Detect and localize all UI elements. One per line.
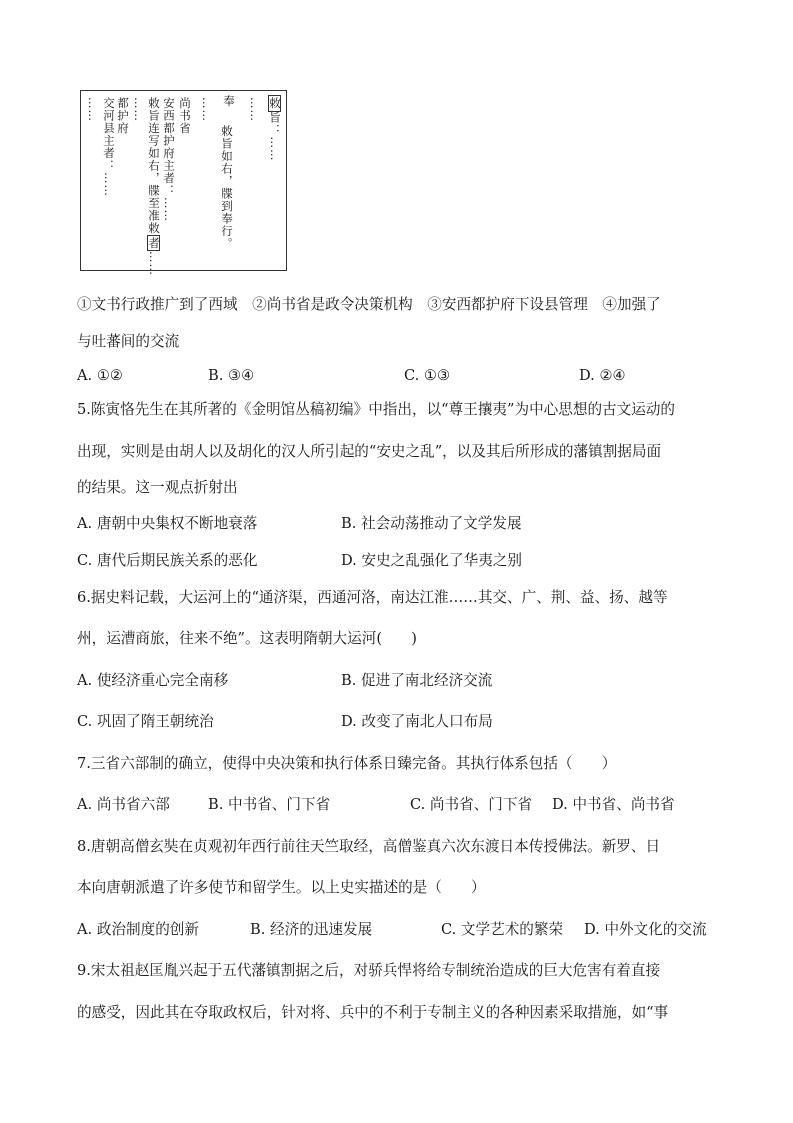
q6-option-a: A. 使经济重心完全南移: [77, 672, 229, 689]
edict-boxed-char: 者: [147, 236, 161, 249]
edict-column-3a: 奉: [222, 95, 236, 108]
edict-text: 旨：……: [268, 111, 282, 162]
q8-option-d: D. 中外文化的交流: [584, 921, 707, 938]
edict-column-7: ……: [132, 97, 146, 122]
q9-stem-line-1: 9.宋太祖赵匡胤兴起于五代藩镇割据之后，对骄兵悍将给专制统治造成的巨大危害有着直接: [77, 962, 661, 979]
q7-option-a: A. 尚书省六部: [77, 796, 170, 813]
q5-option-b: B. 社会动荡推动了文学发展: [341, 515, 522, 532]
edict-text: 敕旨连写如右，牒至准敕: [147, 97, 161, 235]
edict-column-5b: 安西都护府主者：……: [162, 97, 176, 222]
q6-option-d: D. 改变了南北人口布局: [341, 713, 493, 730]
edict-column-2: ……: [248, 97, 262, 122]
q4-statements-line-1: ①文书行政推广到了西域 ②尚书省是政令决策机构 ③安西都护府下设县管理 ④加强了: [77, 296, 661, 313]
q5-stem-line-3: 的结果。这一观点折射出: [77, 479, 238, 496]
edict-column-3b: 敕旨如右，牒到奉行。: [220, 125, 234, 250]
q4-option-c: C. ①③: [404, 367, 451, 384]
q9-stem-line-2: 的感受，因此其在夺取政权后，针对将、兵中的不利于专制主义的各种因素采取措施，如“事: [77, 1004, 669, 1021]
q7-option-d: D. 中书省、尚书省: [552, 796, 675, 813]
q6-stem-line-1: 6.据史料记载，大运河上的“通济渠，西通河洛，南达江淮……其交、广、荆、益、扬、越等: [77, 589, 668, 606]
q8-option-c: C. 文学艺术的繁荣: [441, 921, 564, 938]
q4-option-a: A. ①②: [77, 367, 123, 384]
q5-stem-line-2: 出现，实则是由胡人以及胡化的汉人所引起的“安史之乱”，以及其后所形成的藩镇割据局面: [77, 443, 662, 460]
q8-stem-line-1: 8.唐朝高僧玄奘在贞观初年西行前往天竺取经，高僧鉴真六次东渡日本传授佛法。新罗、日: [77, 838, 661, 855]
q5-option-d: D. 安史之乱强化了华夷之别: [341, 552, 522, 569]
edict-document-box: [80, 90, 287, 276]
edict-column-5a: 尚书省: [178, 97, 192, 135]
edict-boxed-char: 敕: [268, 97, 282, 110]
q7-stem-line-1: 7.三省六部制的确立，使得中央决策和执行体系日臻完备。其执行体系包括（ ）: [77, 755, 617, 772]
q6-option-c: C. 巩固了隋王朝统治: [77, 713, 214, 730]
q8-option-a: A. 政治制度的创新: [77, 921, 199, 938]
q4-statements-line-2: 与吐蕃间的交流: [77, 333, 180, 350]
edict-column-8b: 交河县主者：……: [102, 97, 116, 197]
q6-stem-line-2: 州，运漕商旅，往来不绝”。这表明隋朝大运河( ): [77, 630, 417, 647]
edict-column-1: [268, 95, 282, 162]
q5-option-a: A. 唐朝中央集权不断地衰落: [77, 515, 258, 532]
edict-text: ……: [147, 251, 161, 276]
q8-stem-line-2: 本向唐朝派遣了许多使节和留学生。以上史实描述的是（ ）: [77, 879, 486, 896]
q4-option-d: D. ②④: [579, 367, 626, 384]
edict-column-9: ……: [86, 97, 100, 122]
q6-option-b: B. 促进了南北经济交流: [341, 672, 493, 689]
edict-column-6: [147, 97, 161, 276]
q4-option-b: B. ③④: [208, 367, 255, 384]
q8-option-b: B. 经济的迅速发展: [250, 921, 373, 938]
q5-option-c: C. 唐代后期民族关系的恶化: [77, 552, 258, 569]
edict-column-4: ……: [200, 97, 214, 122]
edict-column-8a: 都护府: [116, 97, 130, 135]
q5-stem-line-1: 5.陈寅恪先生在其所著的《金明馆丛稿初编》中指出，以“尊王攘夷”为中心思想的古文运动的: [77, 401, 676, 418]
q7-option-b: B. 中书省、门下省: [208, 796, 331, 813]
q7-option-c: C. 尚书省、门下省: [410, 796, 533, 813]
